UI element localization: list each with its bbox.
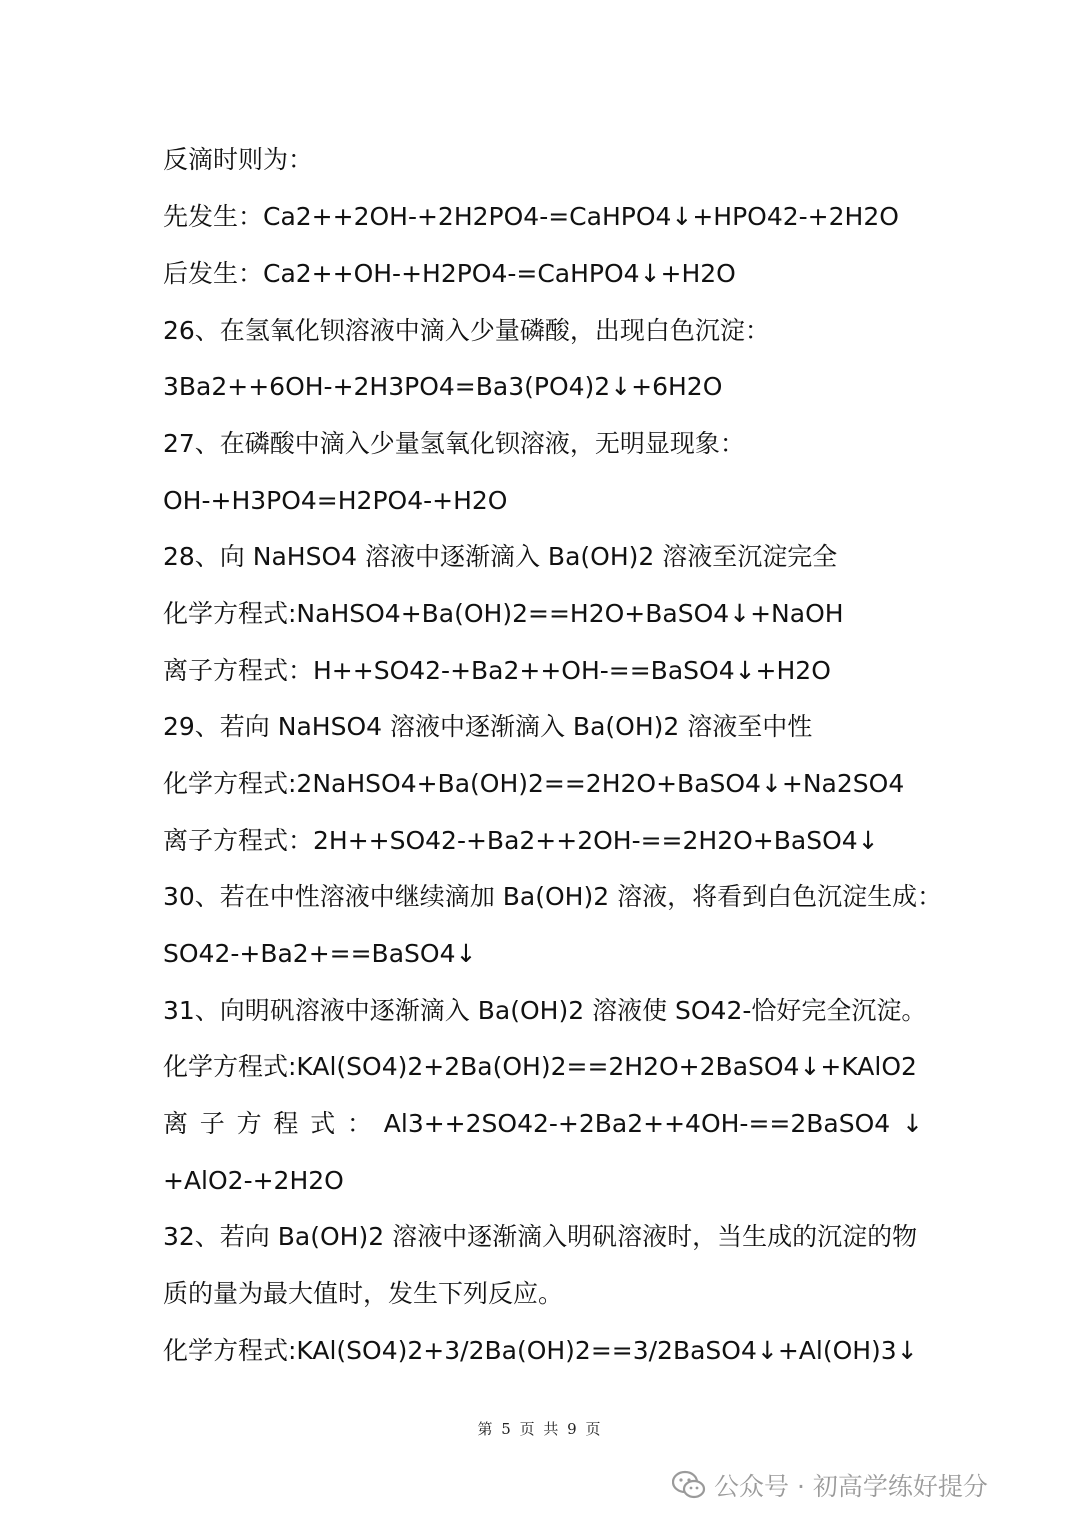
text-line: 离子方程式：H++SO42-+Ba2++OH-==BaSO4↓+H2O [163,656,831,685]
text-line: 化学方程式:KAl(SO4)2+3/2Ba(OH)2==3/2BaSO4↓+Al(OH)3↓ [163,1336,918,1365]
char: 子 [199,1109,225,1138]
text-line: 29、若向 NaHSO4 溶液中逐渐滴入 Ba(OH)2 溶液至中性 [163,712,813,741]
text-line: 3Ba2++6OH-+2H3PO4=Ba3(PO4)2↓+6H2O [163,372,723,401]
wechat-icon [672,1470,706,1500]
text-line: +AlO2-+2H2O [163,1166,344,1195]
page-number: 第 5 页 共 9 页 [477,1420,603,1438]
text-line: 后发生：Ca2++OH-+H2PO4-=CaHPO4↓+H2O [163,259,736,288]
text-line: 28、向 NaHSO4 溶液中逐渐滴入 Ba(OH)2 溶液至沉淀完全 [163,542,838,571]
text-line: 先发生：Ca2++2OH-+2H2PO4-=CaHPO4↓+HPO42-+2H2O [163,202,899,231]
text-line: 离子方程式：2H++SO42-+Ba2++2OH-==2H2O+BaSO4↓ [163,826,879,855]
text-line: 30、若在中性溶液中继续滴加 Ba(OH)2 溶液，将看到白色沉淀生成： [163,882,943,911]
text-line: 化学方程式:2NaHSO4+Ba(OH)2==2H2O+BaSO4↓+Na2SO4 [163,769,905,798]
text-line: SO42-+Ba2+==BaSO4↓ [163,939,477,968]
watermark [672,1468,988,1502]
char: 式 [310,1109,336,1138]
text-line: 化学方程式:NaHSO4+Ba(OH)2==H2O+BaSO4↓+NaOH [163,599,844,628]
equation: Al3++2SO42-+2Ba2++4OH-==2BaSO4 [383,1109,891,1138]
text-line: 26、在氢氧化钡溶液中滴入少量磷酸，出现白色沉淀： [163,316,770,345]
text-line: OH-+H3PO4=H2PO4-+H2O [163,486,508,515]
precipitate-arrow: ↓ [901,1109,923,1138]
text-line: 27、在磷酸中滴入少量氢氧化钡溶液，无明显现象： [163,429,745,458]
char: 程 [273,1109,299,1138]
text-line: 化学方程式:KAl(SO4)2+2Ba(OH)2==2H2O+2BaSO4↓+KAlO2 [163,1052,917,1081]
watermark-text: 公众号 · 初高学练好提分 [714,1472,988,1501]
text-line: 31、向明矾溶液中逐渐滴入 Ba(OH)2 溶液使 SO42-恰好完全沉淀。 [163,996,927,1025]
text-line: 32、若向 Ba(OH)2 溶液中逐渐滴入明矾溶液时，当生成的沉淀的物 [163,1222,918,1251]
char: 方 [236,1109,262,1138]
char: ： [346,1109,372,1138]
text-line: 质的量为最大值时，发生下列反应。 [163,1279,564,1308]
text-line: 反滴时则为： [163,145,314,174]
text-line-justified [163,1108,923,1140]
char: 离 [163,1109,189,1138]
